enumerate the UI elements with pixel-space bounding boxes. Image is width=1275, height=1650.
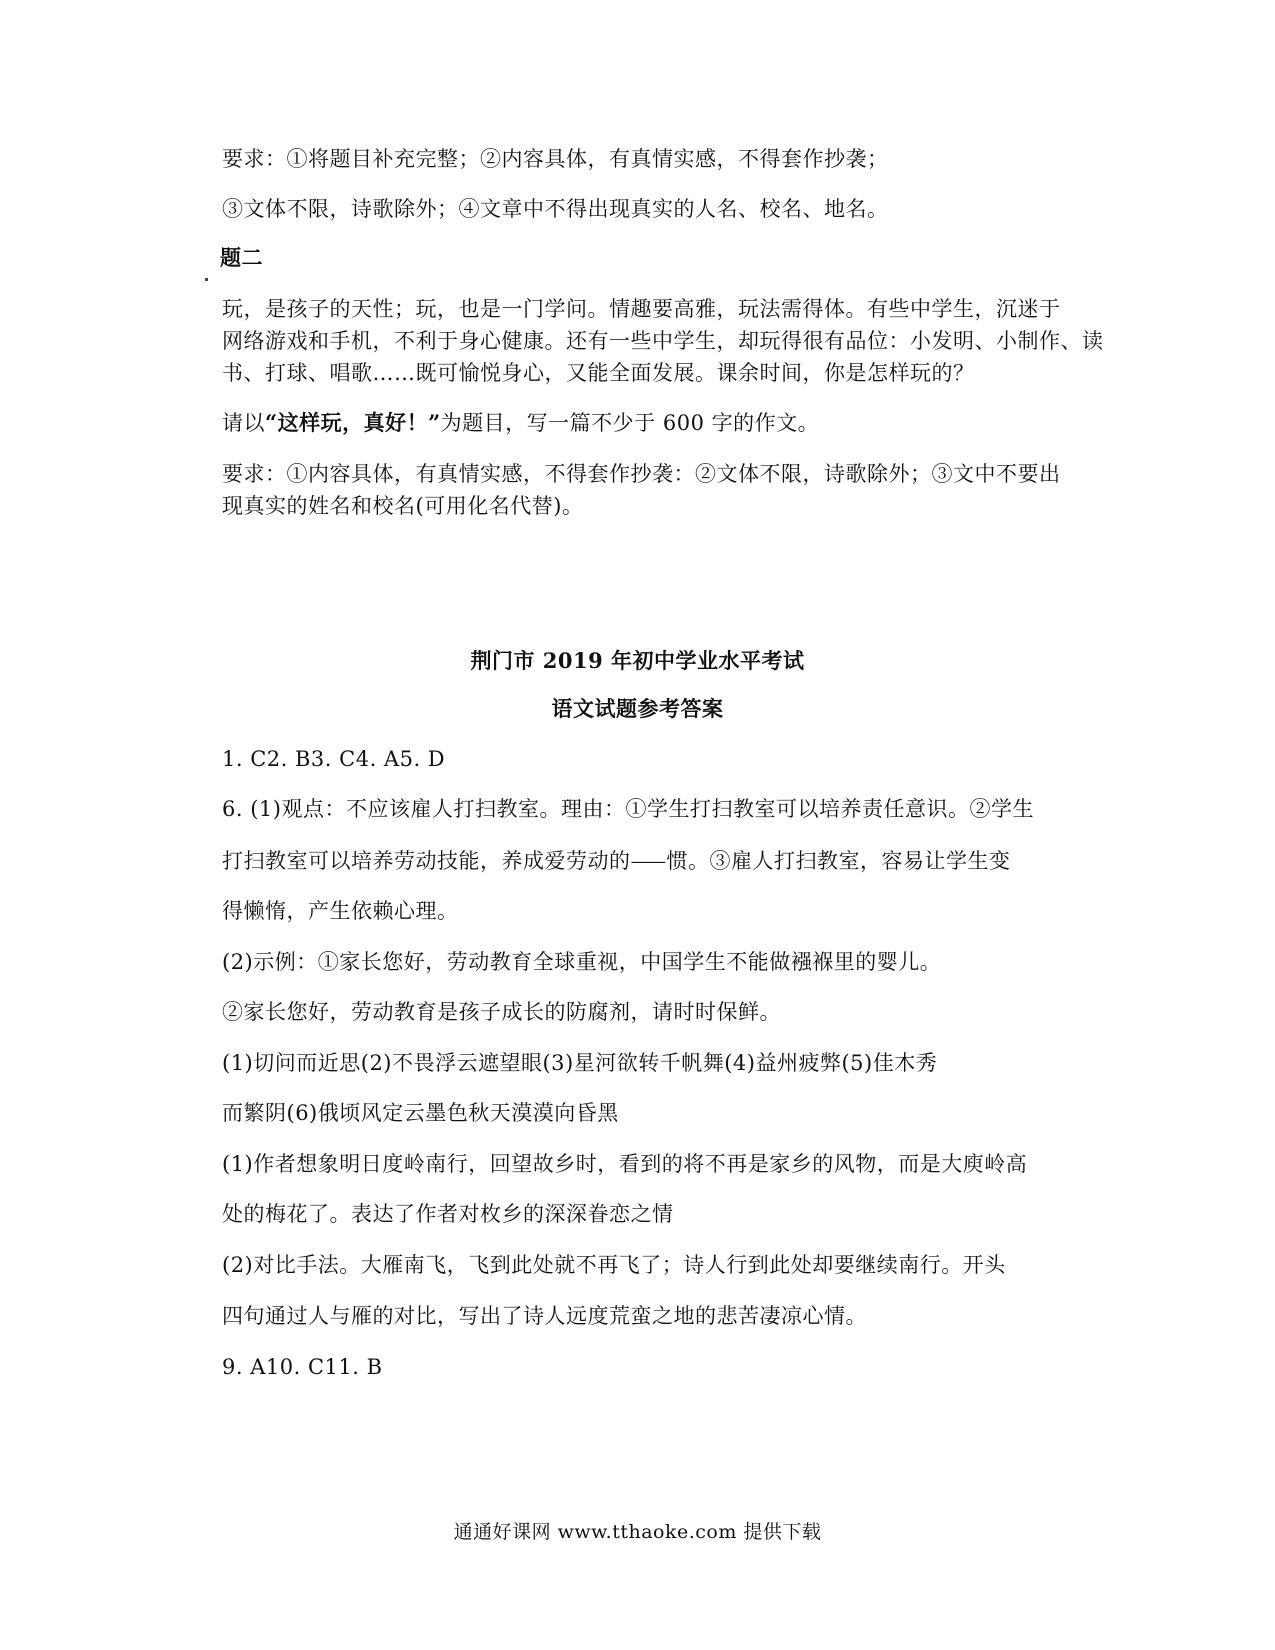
answer-7-line1: (1)切问而近思(2)不畏浮云遮望眼(3)星河欲转千帆舞(4)益州疲弊(5)佳木秀 [222, 1051, 938, 1075]
answers-heading-title: 语文试题参考答案 [551, 696, 724, 721]
answer-6-line1: 6. (1)观点：不应该雇人打扫教室。理由：①学生打扫教室可以培养责任意识。②学生 [222, 797, 1034, 821]
answer-8-line2: 处的梅花了。表达了作者对枚乡的深深眷恋之情 [222, 1202, 674, 1226]
bullet-dot [205, 278, 208, 281]
answers-heading-exam: 荆门市 2019 年初中学业水平考试 [470, 648, 805, 673]
answer-1-5: 1. C2. B3. C4. A5. D [222, 747, 446, 771]
essay2-title: 题二 [220, 245, 263, 270]
essay2-prompt [222, 408, 819, 438]
prompt-title: “这样玩，真好！” [265, 410, 441, 435]
prompt-suffix: 为题目，写一篇不少于 600 字的作文。 [440, 411, 820, 435]
answer-8-line3: (2)对比手法。大雁南飞，飞到此处就不再飞了；诗人行到此处却要继续南行。开头 [222, 1253, 1006, 1277]
essay2-paragraph-line1: 玩，是孩子的天性；玩，也是一门学问。情趣要高雅，玩法需得体。有些中学生，沉迷于 [222, 297, 1061, 321]
essay2-requirement-line1: 要求：①内容具体，有真情实感，不得套作抄袭：②文体不限，诗歌除外；③文中不要出 [222, 462, 1061, 486]
essay2-paragraph-line3: 书、打球、唱歌……既可愉悦身心，又能全面发展。课余时间，你是怎样玩的？ [222, 361, 975, 385]
answer-6-line4: (2)示例：①家长您好，劳动教育全球重视，中国学生不能做襁褓里的婴儿。 [222, 950, 942, 974]
answer-6-line2: 打扫教室可以培养劳动技能，养成爱劳动的⸺惯。③雇人打扫教室，容易让学生变 [222, 849, 1011, 873]
answer-6-line5: ②家长您好，劳动教育是孩子成长的防腐剂，请时时保鲜。 [222, 1000, 781, 1024]
essay2-requirement-line2: 现真实的姓名和校名(可用化名代替)。 [222, 494, 584, 518]
essay1-requirement-line1: 要求：①将题目补充完整；②内容具体，有真情实感，不得套作抄袭； [222, 147, 889, 171]
answer-8-line1: (1)作者想象明日度岭南行，回望故乡时，看到的将不再是家乡的风物，而是大庾岭高 [222, 1152, 1028, 1176]
essay2-paragraph-line2: 网络游戏和手机，不利于身心健康。还有一些中学生，却玩得很有品位：小发明、小制作、读 [222, 329, 1104, 353]
footer-download-notice: 通通好课网 www.tthaoke.com 提供下载 [453, 1521, 822, 1543]
answer-7-line2: 而繁阴(6)俄顷风定云墨色秋天漠漠向昏黑 [222, 1101, 619, 1125]
essay1-requirement-line2: ③文体不限，诗歌除外；④文章中不得出现真实的人名、校名、地名。 [222, 197, 889, 221]
answer-8-line4: 四句通过人与雁的对比，写出了诗人远度荒蛮之地的悲苦凄凉心情。 [222, 1304, 867, 1328]
answer-6-line3: 得懒惰，产生依赖心理。 [222, 899, 459, 923]
prompt-prefix: 请以 [222, 411, 265, 435]
answer-9-11: 9. A10. C11. B [222, 1355, 383, 1379]
